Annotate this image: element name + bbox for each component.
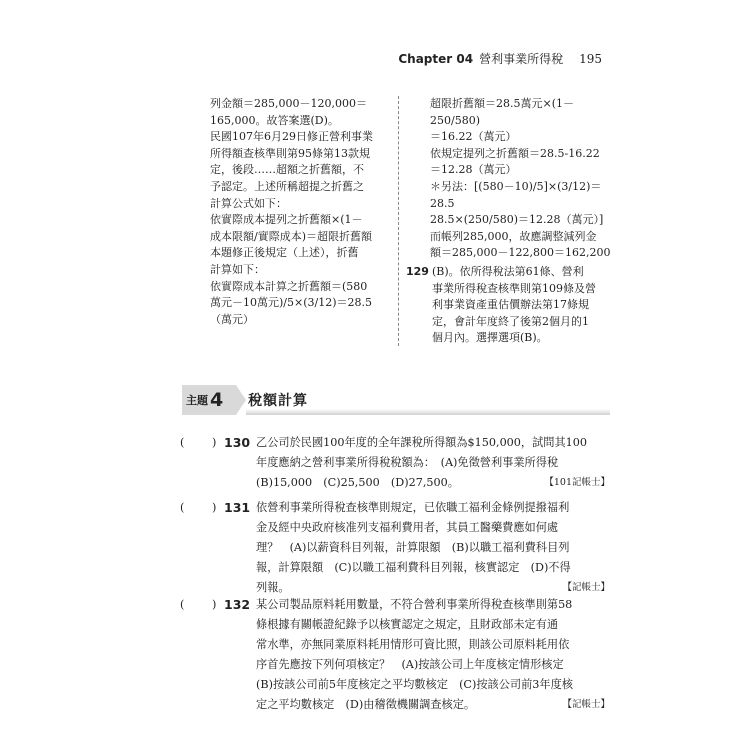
text-line: 某公司製品原料耗用數量，不符合營利事業所得稅查核準則第58	[256, 598, 573, 611]
text-line: 列金額＝285,000－120,000＝	[210, 97, 367, 110]
text-line: 萬元－10萬元)/5×(3/12)＝28.5	[210, 296, 372, 310]
text-line: (B)。依所得稅法第61條、營利	[432, 264, 584, 278]
text-line	[256, 473, 610, 493]
text-line: (B)按該公司前5年度核定之平均數核定 (C)按該公司前3年度核	[256, 678, 573, 691]
question-text	[256, 498, 610, 598]
answer-blank-open: (	[180, 436, 185, 449]
text-line: 而帳列285,000，故應調整減列金	[430, 229, 597, 243]
topic-number: 4	[210, 389, 224, 411]
exam-source: 【101記帳士】	[544, 477, 610, 488]
answer-blank-close: )	[212, 436, 217, 449]
topic-title: 稅額計算	[248, 393, 308, 409]
topic-arrow-icon	[236, 385, 246, 415]
text-line	[256, 695, 610, 715]
exam-source: 【記帳士】	[562, 582, 610, 593]
answer-blank-open: (	[180, 598, 185, 611]
text-line: 予認定。上述所稱超提之折舊之	[210, 179, 364, 193]
text-line: 超限折舊額＝28.5萬元×(1－	[430, 97, 574, 110]
text-line: 報，計算限額 (C)以職工福利費科目列報，核實認定 (D)不得	[256, 561, 571, 574]
right-answer-column	[406, 96, 630, 347]
question-number: 130	[224, 435, 251, 450]
text-line-content: 定之平均數核定 (D)由稽徵機關調查核定。	[256, 698, 476, 711]
text-line: 依實際成本計算之折舊額＝(580	[210, 279, 368, 293]
chapter-title: 營利事業所得稅	[479, 52, 564, 66]
topic-label	[182, 385, 236, 415]
text-line: ＝12.28（萬元）	[430, 163, 517, 177]
text-line: 額＝285,000－122,800＝162,200	[430, 246, 611, 260]
text-line: 理？ (A)以薪資科目列報，計算限額 (B)以職工福利費科目列	[256, 541, 570, 554]
text-line: 民國107年6月29日修正營利事業	[210, 130, 373, 144]
text-line: 250/580)	[430, 113, 480, 127]
text-line: ＝16.22（萬元）	[430, 130, 517, 144]
text-line: 利事業資產重估價辦法第17條規	[432, 298, 589, 312]
text-line: 本題修正後規定（上述），折舊	[210, 246, 359, 260]
text-line-content: (B)15,000 (C)25,500 (D)27,500。	[256, 476, 459, 489]
text-line: 計算公式如下：	[210, 196, 287, 210]
text-line: 條根據有關帳證紀錄予以核實認定之規定，且財政部未定有通	[256, 618, 559, 631]
answer-blank-close: )	[212, 598, 217, 611]
question-number: 132	[224, 597, 251, 612]
running-header	[398, 50, 602, 67]
text-line: 定，後段……超額之折舊額，不	[210, 163, 364, 177]
text-line: 165,000。故答案選(D)。	[210, 113, 339, 127]
text-line: 序首先應按下列何項核定？ (A)按該公司上年度核定情形核定	[256, 658, 564, 671]
answer-129	[406, 264, 630, 347]
text-line: 常水準，亦無同業原料耗用情形可資比照，則該公司原料耗用依	[256, 638, 570, 651]
column-divider	[398, 96, 399, 346]
topic-underline	[246, 409, 610, 415]
text-line: 28.5	[430, 196, 455, 210]
text-line: 個月內。選擇選項(B)。	[432, 331, 548, 345]
text-line: （萬元）	[210, 312, 254, 326]
text-line: 成本限額/實際成本)＝超限折舊額	[210, 229, 372, 243]
text-line: 所得額查核準則第95條第13款規	[210, 146, 370, 160]
text-line: 依營利事業所得稅查核準則規定，已依職工福利金條例提撥福利	[256, 501, 570, 514]
text-line: 事業所得稅查核準則第109條及營	[432, 281, 596, 295]
exam-source: 【記帳士】	[562, 699, 610, 710]
text-line-content: 列報。	[256, 581, 290, 594]
text-line: ＊另法：[(580－10)/5]×(3/12)＝	[430, 179, 602, 193]
question-text	[256, 433, 610, 493]
page-number: 195	[579, 52, 602, 66]
text-line: 金及經中央政府核准列支福利費用者，其員工醫藥費應如何處	[256, 521, 559, 534]
answer-number: 129	[406, 264, 429, 278]
answer-blank-close: )	[212, 501, 217, 514]
left-answer-column	[210, 96, 390, 328]
question-number: 131	[224, 500, 251, 515]
text-line: 年度應納之營利事業所得稅稅額為： (A)免徵營利事業所得稅	[256, 456, 559, 469]
chapter-label: Chapter 04	[398, 52, 474, 66]
text-line: 依實際成本提列之折舊額×(1－	[210, 213, 363, 227]
answer-blank-open: (	[180, 501, 185, 514]
text-line: 計算如下：	[210, 262, 265, 276]
text-line: 定，會計年度終了後第2個月的1	[432, 314, 589, 328]
text-line: 28.5×(250/580)＝12.28（萬元）]	[430, 213, 604, 227]
question-text	[256, 595, 610, 715]
text-line: 乙公司於民國100年度的全年課稅所得額為$150,000，試問其100	[256, 436, 588, 449]
topic-prefix: 主題	[186, 394, 208, 407]
topic-banner	[182, 385, 610, 415]
text-line: 依規定提列之折舊額＝28.5-16.22	[430, 146, 600, 160]
